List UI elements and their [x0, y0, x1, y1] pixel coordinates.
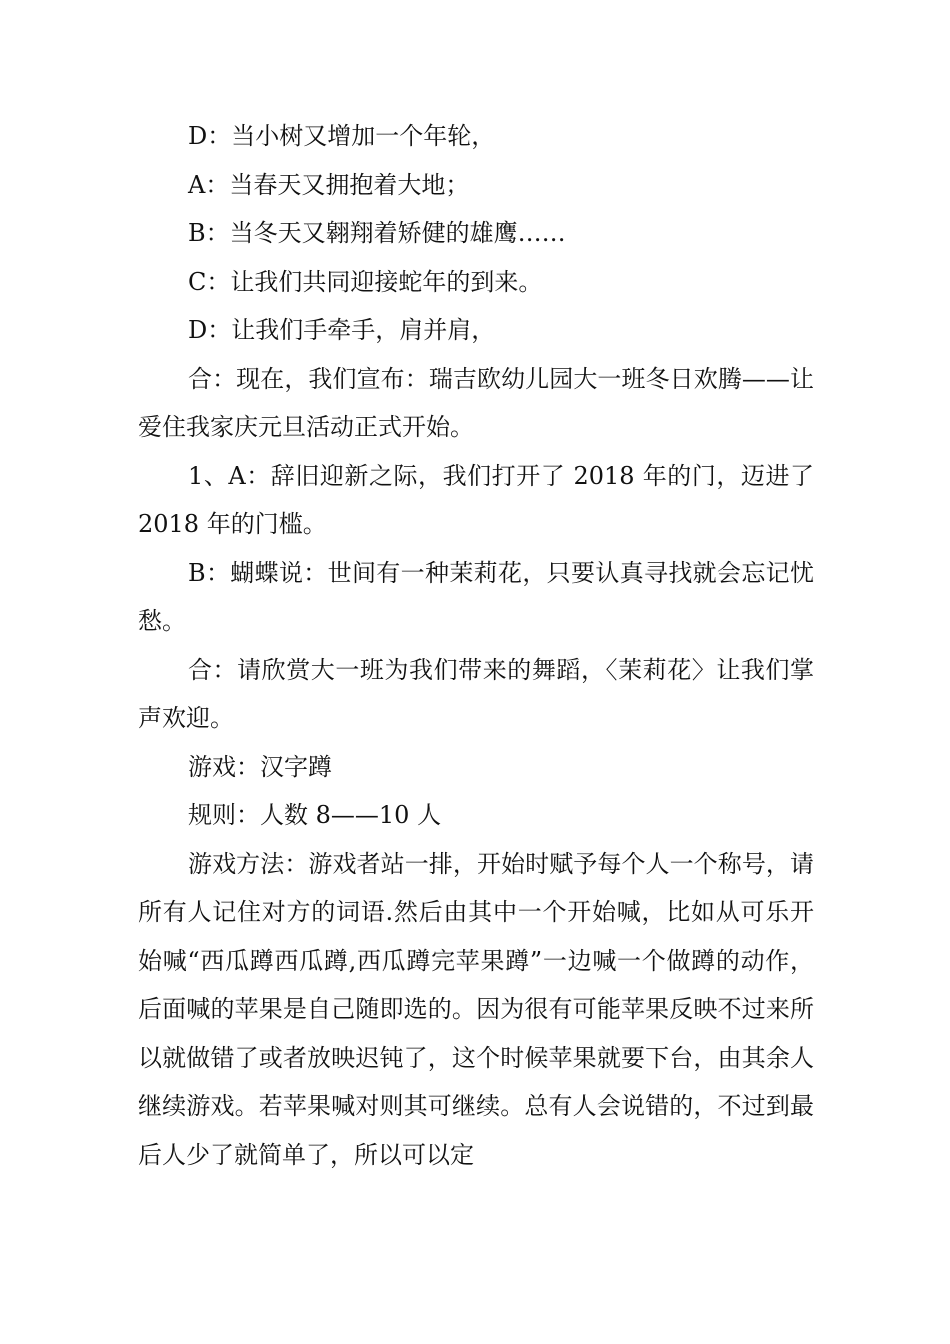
paragraph: D：让我们手牵手，肩并肩， — [188, 316, 496, 344]
paragraph: 合：请欣赏大一班为我们带来的舞蹈，〈茉莉花〉让我们掌声欢迎。 — [138, 655, 814, 732]
paragraph: 游戏方法：游戏者站一排，开始时赋予每个人一个称号，请所有人记住对方的词语.然后由其中一个开始喊，比如从可乐开始喊“西瓜蹲西瓜蹲,西瓜蹲完苹果蹲”一边喊一个做蹲的动作，后面喊的苹果是自己随即选的。因为很有可能苹果反映不过来所以就做错了或者放映迟钝了，这个时候苹果就要下台，由其余人继续游戏。若苹果喊对则其可继续。总有人会说错的，不过到最后人少了就简单了，所以可以定 — [138, 849, 814, 1169]
paragraph: B：当冬天又翱翔着矫健的雄鹰…… — [188, 219, 566, 247]
document-body — [138, 112, 814, 1179]
paragraph: D：当小树又增加一个年轮， — [188, 122, 496, 150]
paragraph: 规则：人数 8——10 人 — [188, 801, 442, 829]
paragraph: 1、A：辞旧迎新之际，我们打开了 2018 年的门，迈进了 2018 年的门槛。 — [138, 461, 814, 538]
paragraph: 合：现在，我们宣布：瑞吉欧幼儿园大一班冬日欢腾——让爱住我家庆元旦活动正式开始。 — [138, 364, 814, 441]
paragraph: B：蝴蝶说：世间有一种茉莉花，只要认真寻找就会忘记忧愁。 — [138, 558, 814, 635]
paragraph: A：当春天又拥抱着大地； — [188, 170, 470, 199]
paragraph: 游戏：汉字蹲 — [188, 752, 332, 781]
paragraph: C：让我们共同迎接蛇年的到来。 — [188, 267, 543, 296]
